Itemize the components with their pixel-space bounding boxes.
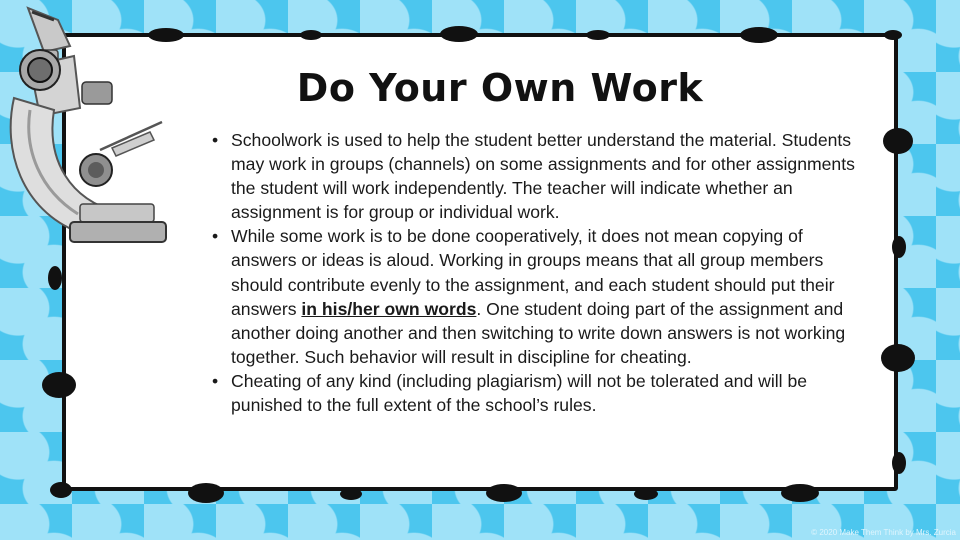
microscope-illustration xyxy=(0,0,175,250)
bullet-text: . One student doing part of the assignment and another doing another and then switching to write down answers is not working together. Such behavior will result in discipline for cheating. xyxy=(231,298,846,367)
list-item xyxy=(210,369,870,417)
copyright-credit: © 2020 Make Them Think by Mrs. Zurcia xyxy=(811,528,956,537)
list-item xyxy=(210,224,870,369)
bullet-list xyxy=(210,128,870,417)
list-item xyxy=(210,128,870,224)
page-title: Do Your Own Work xyxy=(296,66,704,110)
bullet-icon: • xyxy=(212,370,219,391)
bullet-text: Cheating of any kind (including plagiarism) will not be tolerated and will be punished to the full extent of the school’s rules. xyxy=(231,370,808,416)
bullet-icon: • xyxy=(212,130,219,150)
bullet-text: Schoolwork is used to help the student better understand the material. Students may work in groups (channels) on some assignments and for other assignments the student will work independently. The teacher will indicate whether an assignment is for group or individual work. xyxy=(231,130,855,223)
bullet-text: While some work is to be done cooperatively, it does not mean copying of answers or ideas is aloud. Working in groups means that all group members should contribute evenly to the assignment, and each student should put their answers xyxy=(231,226,835,319)
emphasized-text: in his/her own words xyxy=(301,298,477,319)
bullet-icon: • xyxy=(212,226,219,247)
